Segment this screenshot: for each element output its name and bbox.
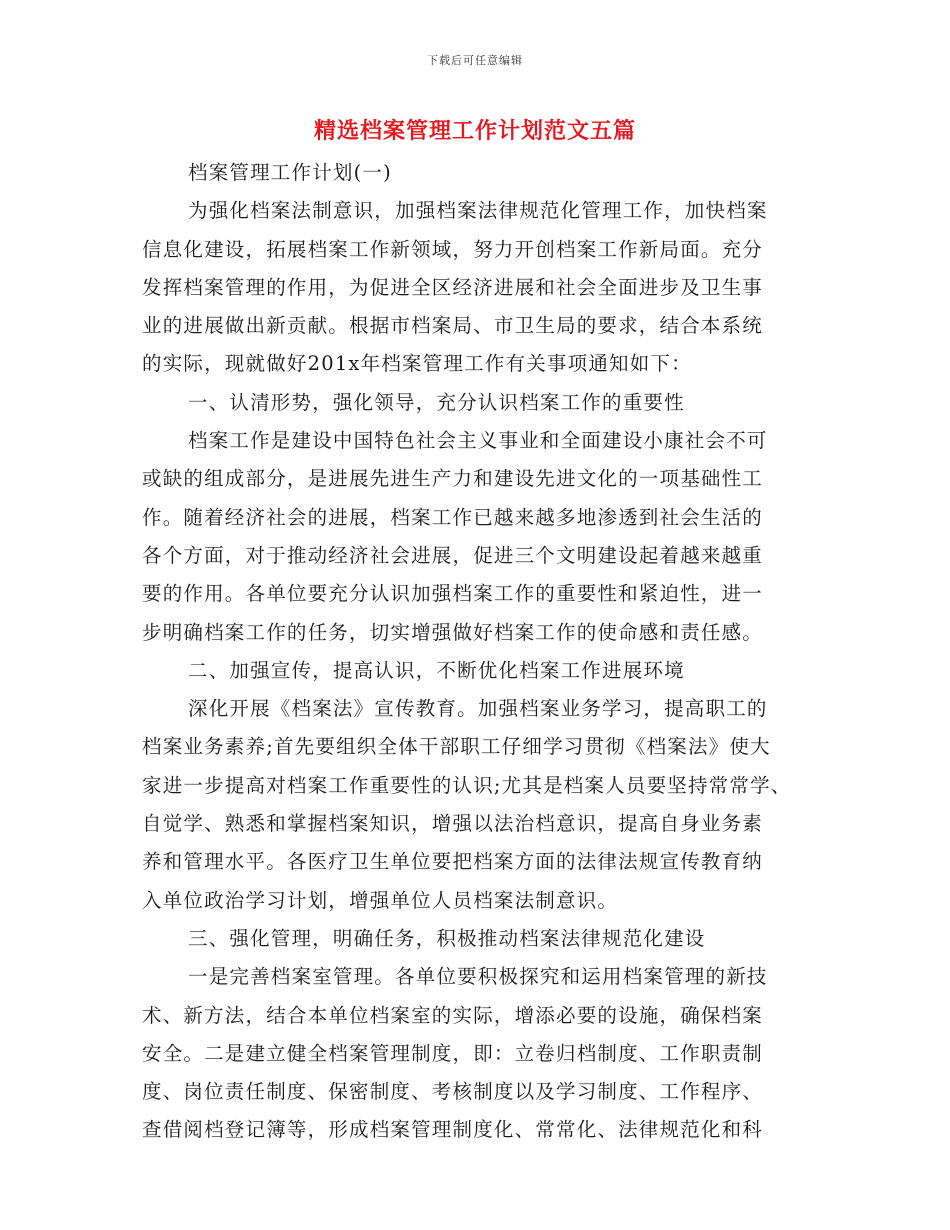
text-line: 查借阅档登记簿等，形成档案管理制度化、常常化、法律规范化和科 (142, 1118, 764, 1142)
text-line: 档案管理工作计划(一) (188, 161, 392, 184)
text-line: 二、加强宣传，提高认识，不断优化档案工作进展环境 (188, 658, 685, 682)
text-line: 档案业务素养;首先要组织全体干部职工仔细学习贯彻《档案法》使大 (142, 735, 771, 759)
text-line: 术、新方法，结合本单位档案室的实际，增添必要的设施，确保档案 (142, 1003, 764, 1027)
text-line: 三、强化管理，明确任务，积极推动档案法律规范化建设 (188, 926, 706, 950)
text-line: 深化开展《档案法》宣传教育。加强档案业务学习，提高职工的 (188, 697, 768, 721)
text-line: 各个方面，对于推动经济社会进展，促进三个文明建设起着越来越重 (142, 543, 764, 567)
text-line: 的实际，现就做好201x年档案管理工作有关事项通知如下： (142, 352, 692, 376)
text-line: 为强化档案法制意识，加强档案法律规范化管理工作，加快档案 (188, 199, 768, 223)
text-line: 发挥档案管理的作用，为促进全区经济进展和社会全面进步及卫生事 (142, 275, 764, 299)
text-line: 或缺的组成部分，是进展先进生产力和建设先进文化的一项基础性工 (142, 467, 764, 491)
text-line: 养和管理水平。各医疗卫生单位要把档案方面的法律法规宣传教育纳 (142, 850, 764, 874)
document-title: 精选档案管理工作计划范文五篇 (313, 118, 636, 144)
text-line: 业的进展做出新贡献。根据市档案局、市卫生局的要求，结合本系统 (142, 314, 764, 338)
text-line: 步明确档案工作的任务，切实增强做好档案工作的使命感和责任感。 (142, 620, 764, 644)
text-line: 安全。二是建立健全档案管理制度，即：立卷归档制度、工作职责制 (142, 1041, 764, 1065)
text-line: 家进一步提高对档案工作重要性的认识;尤其是档案人员要坚持常常学、 (142, 773, 792, 797)
text-line: 要的作用。各单位要充分认识加强档案工作的重要性和紧迫性，进一 (142, 582, 764, 606)
text-line: 入单位政治学习计划，增强单位人员档案法制意识。 (142, 888, 619, 912)
text-line: 度、岗位责任制度、保密制度、考核制度以及学习制度、工作程序、 (142, 1080, 764, 1104)
document-body (142, 154, 802, 1150)
header-note: 下载后可任意编辑 (427, 54, 523, 67)
text-line: 档案工作是建设中国特色社会主义事业和全面建设小康社会不可 (188, 429, 768, 453)
text-line: 一是完善档案室管理。各单位要积极探究和运用档案管理的新技 (188, 965, 768, 989)
text-line: 信息化建设，拓展档案工作新领域，努力开创档案工作新局面。充分 (142, 237, 764, 261)
text-line: 自觉学、熟悉和掌握档案知识，增强以法治档意识，提高自身业务素 (142, 812, 764, 836)
text-line: 作。随着经济社会的进展，档案工作已越来越多地渗透到社会生活的 (142, 505, 764, 529)
text-line: 一、认清形势，强化领导，充分认识档案工作的重要性 (188, 390, 685, 414)
